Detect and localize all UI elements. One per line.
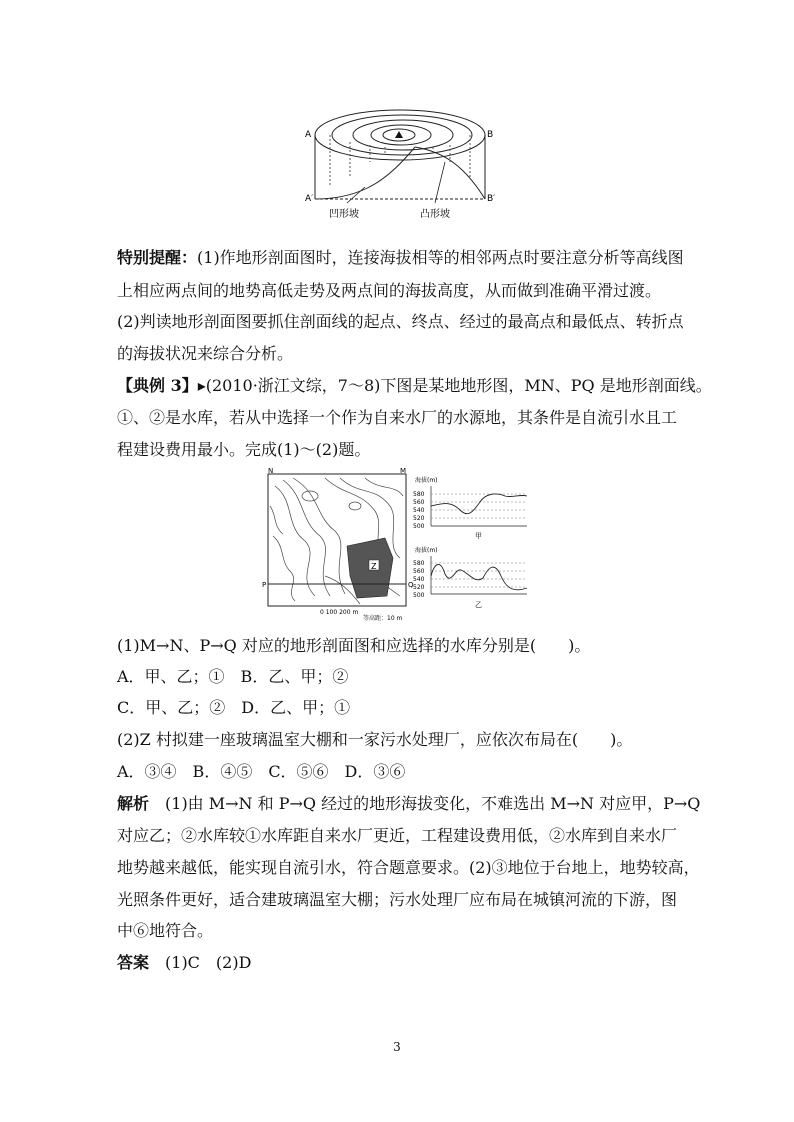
page-number: 3 [393, 1040, 401, 1054]
map-label-p: P [262, 581, 267, 589]
profile-a-tick: 520 [413, 515, 425, 522]
profile-b-tick: 500 [413, 592, 425, 599]
profile-b-tick: 540 [413, 576, 425, 583]
example-line-1 [117, 376, 712, 396]
tips-heading: 特别提醒： [117, 248, 198, 267]
answer-label: 答案 [117, 953, 150, 972]
label-convex-slope: 凸形坡 [420, 209, 450, 220]
analysis-line-5: 中⑥地符合。 [117, 921, 214, 940]
example-line1-text: ▸(2010·浙江文综，7～8)下图是某地地形图，MN、PQ 是地形剖面线。 [197, 376, 712, 395]
profile-a-curve [431, 494, 527, 514]
profile-a-axis [431, 486, 527, 526]
example-tag: 【典例 3】 [117, 376, 198, 395]
analysis-line-4: 光照条件更好，适合建玻璃温室大棚；污水处理厂应布局在城镇河流的下游，图 [117, 890, 678, 909]
tips-line-2: 上相应两点间的地势高低走势及两点间的海拔高度，从而做到准确平滑过渡。 [117, 281, 662, 300]
example-line-2: ①、②是水库，若从中选择一个作为自来水厂的水源地，其条件是自流引水且工 [117, 408, 678, 427]
analysis-line-2: 对应乙；②水库较①水库距自来水厂更近，工程建设费用低，②水库到自来水厂 [117, 826, 678, 845]
tips-line-4: 的海拔状况来综合分析。 [117, 344, 294, 363]
peak-triangle-icon [395, 131, 403, 138]
label-b: B [487, 130, 494, 140]
profile-b-tick: 520 [413, 584, 425, 591]
analysis-line1-text: (1)由 M→N 和 P→Q 经过的地形海拔变化，不难选出 M→N 对应甲，P→Q [149, 794, 701, 813]
label-a: A [305, 130, 312, 140]
q2-options: A．③④ B．④⑤ C．⑤⑥ D．③⑥ [117, 762, 406, 781]
map-label-m: M [400, 467, 407, 475]
map-label-n: N [268, 467, 274, 475]
label-concave-slope: 凹形坡 [329, 209, 359, 220]
analysis-line-3: 地势越来越低，能实现自流引水，符合题意要求。(2)③地位于台地上，地势较高， [117, 858, 700, 877]
tips-p1-line1: (1)作地形剖面图时，连接海拔相等的相邻两点时要注意分析等高线图 [197, 248, 684, 267]
profile-a-ylabel: 海拔(m) [415, 477, 438, 484]
map-label-z: Z [371, 562, 377, 571]
profile-a-tick: 540 [413, 507, 425, 514]
tips-line-1 [117, 248, 687, 268]
profile-a-name: 甲 [475, 532, 482, 540]
analysis-line-1 [117, 794, 701, 814]
map-scale: 0 100 200 m [320, 609, 359, 616]
topographic-map-figure [262, 466, 535, 622]
tips-line-3: (2)判读地形剖面图要抓住剖面线的起点、终点、经过的最高点和最低点、转折点 [117, 312, 684, 331]
label-b-prime: B′ [487, 194, 496, 204]
profile-b-ylabel: 海拔(m) [415, 547, 438, 554]
profile-a-tick: 580 [413, 491, 425, 498]
label-a-prime: A′ [305, 194, 314, 204]
profile-a-tick: 560 [413, 499, 425, 506]
q1-stem: (1)M→N、P→Q 对应的地形剖面图和应选择的水库分别是( )。 [117, 636, 591, 655]
q2-stem: (2)Z 村拟建一座玻璃温室大棚和一家污水处理厂，应依次布局在( )。 [117, 730, 633, 749]
map-label-q: Q [408, 581, 414, 589]
profile-b-tick: 560 [413, 568, 425, 575]
answer-value: (1)C (2)D [149, 953, 252, 972]
contour-ring-3 [353, 120, 453, 150]
profile-a-tick: 500 [413, 523, 425, 530]
answer-line [117, 953, 687, 973]
q1-options-line-1: A．甲、乙；① B．乙、甲；② [117, 667, 349, 686]
contour-profile-figure [305, 107, 495, 227]
map-scale-note: 等高距：10 m [363, 615, 403, 622]
example-line-3: 程建设费用最小。完成(1)～(2)题。 [117, 440, 371, 459]
profile-b-name: 乙 [475, 601, 482, 609]
analysis-label: 解析 [117, 794, 150, 813]
profile-b-tick: 580 [413, 560, 425, 567]
profile-b-curve [431, 564, 527, 589]
q1-options-line-2: C．甲、乙；② D．乙、甲；① [117, 698, 351, 717]
